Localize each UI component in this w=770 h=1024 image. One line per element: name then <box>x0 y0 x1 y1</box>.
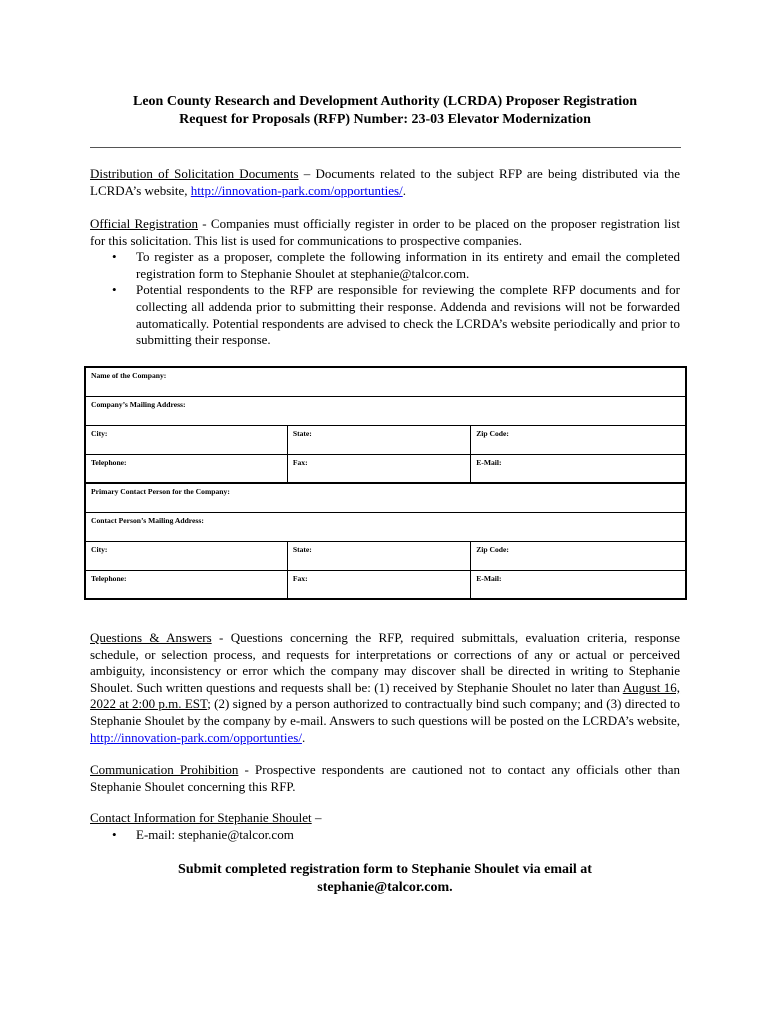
distribution-website-link[interactable]: http://innovation-park.com/opportunties/ <box>190 182 403 198</box>
contact-fax-field[interactable]: Fax: <box>287 570 470 599</box>
questions-heading: Questions & Answers <box>90 630 212 645</box>
submit-line-2: stephanie@talcor.com. <box>317 880 453 895</box>
bullet-icon: • <box>112 282 117 298</box>
registration-heading: Official Registration <box>90 216 199 231</box>
questions-end: . <box>301 729 306 745</box>
distribution-heading: Distribution of Solicitation Documents <box>90 166 299 181</box>
contact-section <box>90 810 680 843</box>
questions-deadline: August 16, 2022 at 2:00 p.m. EST <box>90 679 681 712</box>
prohibition-heading: Communication Prohibition <box>90 762 239 777</box>
questions-paragraph <box>90 630 680 746</box>
submit-instruction <box>90 861 680 897</box>
bullet-item <box>90 827 680 844</box>
submit-line-1: Submit completed registration form to Stephanie Shoulet via email at <box>178 862 592 877</box>
contact-heading-line <box>90 810 680 827</box>
contact-email-field[interactable]: E-Mail: <box>471 570 686 599</box>
contact-heading: Contact Information for Stephanie Shoulet <box>90 810 312 825</box>
contact-city-field[interactable]: City: <box>85 541 287 570</box>
registration-section <box>90 216 680 349</box>
company-fax-field[interactable]: Fax: <box>287 454 470 483</box>
bullet-text: To register as a proposer, complete the following information in its entirety and email the completed registration form to Stephanie Shoulet at stephanie@talcor.com. <box>136 249 680 281</box>
contact-dash: – <box>311 810 322 825</box>
prohibition-paragraph <box>90 762 680 795</box>
registration-form-table <box>84 366 687 600</box>
document-title <box>90 93 680 129</box>
company-city-field[interactable]: City: <box>85 425 287 454</box>
company-state-field[interactable]: State: <box>287 425 470 454</box>
bullet-text: Potential respondents to the RFP are responsible for reviewing the complete RFP documents and for collecting all addenda prior to submitting their response. Addenda and revisions will not be forwarded automatically. Potential respondents are advised to check the LCRDA’s website periodically and prior to submitting their response. <box>136 282 680 348</box>
contact-person-field[interactable]: Primary Contact Person for the Company: <box>85 483 686 512</box>
title-divider <box>90 147 681 148</box>
title-line-2: Request for Proposals (RFP) Number: 23-03 Elevator Modernization <box>179 112 591 127</box>
distribution-paragraph <box>90 166 680 199</box>
questions-text-1: - Questions concerning the RFP, required submittals, evaluation criteria, response schedule, or selection process, and requests for interpretations or corrections of any or actual or perceived ambiguity, inconsistency or error which the company may discover shall be directed in writing to Stephanie Shoulet. Such written questions and requests shall be: (1) received by Stephanie Shoulet no later than <box>90 630 680 695</box>
company-email-field[interactable]: E-Mail: <box>471 454 686 483</box>
company-telephone-field[interactable]: Telephone: <box>85 454 287 483</box>
registration-paragraph <box>90 216 680 249</box>
contact-email-text: E-mail: stephanie@talcor.com <box>136 826 294 842</box>
company-zip-field[interactable]: Zip Code: <box>471 425 686 454</box>
distribution-end: . <box>402 182 406 198</box>
questions-text-2: ; (2) signed by a person authorized to contractually bind such company; and (3) directed to Stephanie Shoulet by the company by e-mail. Answers to such questions will be posted on the LCRDA’s website, <box>90 696 681 728</box>
contact-telephone-field[interactable]: Telephone: <box>85 570 287 599</box>
company-name-field[interactable]: Name of the Company: <box>85 367 686 396</box>
contact-state-field[interactable]: State: <box>287 541 470 570</box>
bullet-icon: • <box>112 826 117 842</box>
registration-text: - Companies must officially register in order to be placed on the proposer registration list for this solicitation. This list is used for communications to prospective companies. <box>90 216 680 248</box>
title-line-1: Leon County Research and Development Authority (LCRDA) Proposer Registration <box>133 94 637 109</box>
contact-zip-field[interactable]: Zip Code: <box>471 541 686 570</box>
prohibition-text: - Prospective respondents are cautioned not to contact any officials other than Stephanie Shoulet concerning this RFP. <box>90 762 680 794</box>
questions-website-link[interactable]: http://innovation-park.com/opportunties/ <box>90 729 302 745</box>
contact-address-field[interactable]: Contact Person’s Mailing Address: <box>85 512 686 541</box>
bullet-item <box>90 249 680 282</box>
bullet-icon: • <box>112 249 117 265</box>
bullet-item <box>90 282 680 348</box>
company-address-field[interactable]: Company’s Mailing Address: <box>85 396 686 425</box>
distribution-text: – Documents related to the subject RFP are being distributed via the LCRDA’s website, <box>90 166 680 198</box>
